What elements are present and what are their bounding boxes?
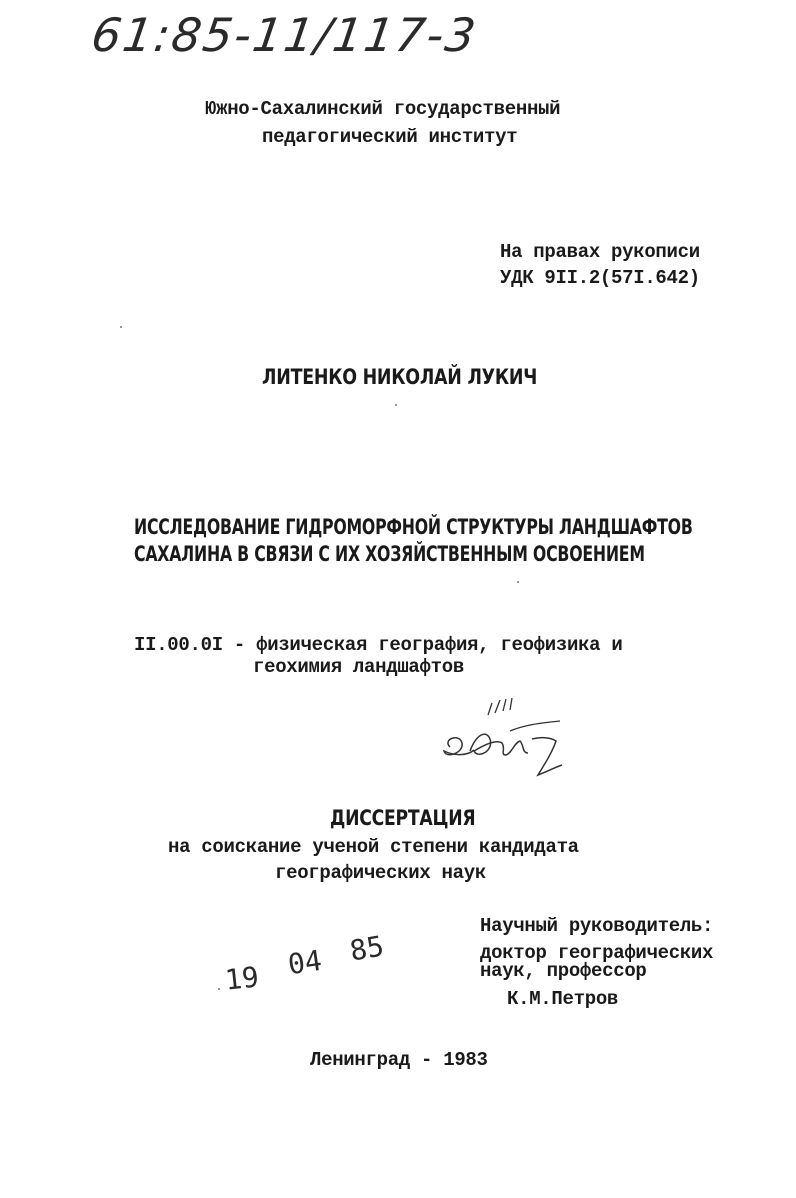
institute-name-line1: Южно-Сахалинский государственный (205, 98, 561, 120)
stamp-year: 85 (347, 929, 387, 968)
institute-name-line2: педагогический институт (262, 126, 518, 148)
supervisor-degree-line2: наук, профессор (480, 960, 647, 982)
stamp-month: 04 (285, 943, 324, 982)
author-name: ЛИТЕНКО НИКОЛАЙ ЛУКИЧ (262, 365, 538, 389)
specialty-line1: II.00.0I - физическая география, геофизика и (134, 634, 623, 656)
scan-speck (517, 581, 519, 583)
scan-speck (218, 988, 220, 990)
degree-line2: географических наук (275, 862, 486, 884)
archive-number: 61:85-11/117-3 (88, 8, 481, 62)
dissertation-title-line2: САХАЛИНА В СВЯЗИ С ИХ ХОЗЯЙСТВЕННЫМ ОСВОЕНИЕМ (134, 542, 645, 566)
dissertation-title-line1: ИССЛЕДОВАНИЕ ГИДРОМОРФНОЙ СТРУКТУРЫ ЛАНДШАФТОВ (134, 515, 693, 539)
supervisor-degree-line1: доктор географических (480, 942, 714, 964)
scan-speck (120, 326, 122, 328)
stamp-day: 19 (223, 960, 261, 997)
signature-image (440, 695, 570, 790)
manuscript-rights: На правах рукописи (500, 241, 700, 263)
udk-code: УДК 9II.2(57I.642) (500, 267, 700, 289)
supervisor-name: К.М.Петров (507, 988, 619, 1010)
date-stamp (223, 929, 387, 997)
specialty-line2: геохимия ландшафтов (253, 656, 464, 678)
scan-speck (395, 404, 397, 406)
supervisor-label: Научный руководитель: (480, 915, 714, 937)
city-year: Ленинград - 1983 (310, 1049, 488, 1071)
degree-line1: на соискание ученой степени кандидата (168, 836, 579, 858)
dissertation-label: ДИССЕРТАЦИЯ (330, 806, 476, 830)
